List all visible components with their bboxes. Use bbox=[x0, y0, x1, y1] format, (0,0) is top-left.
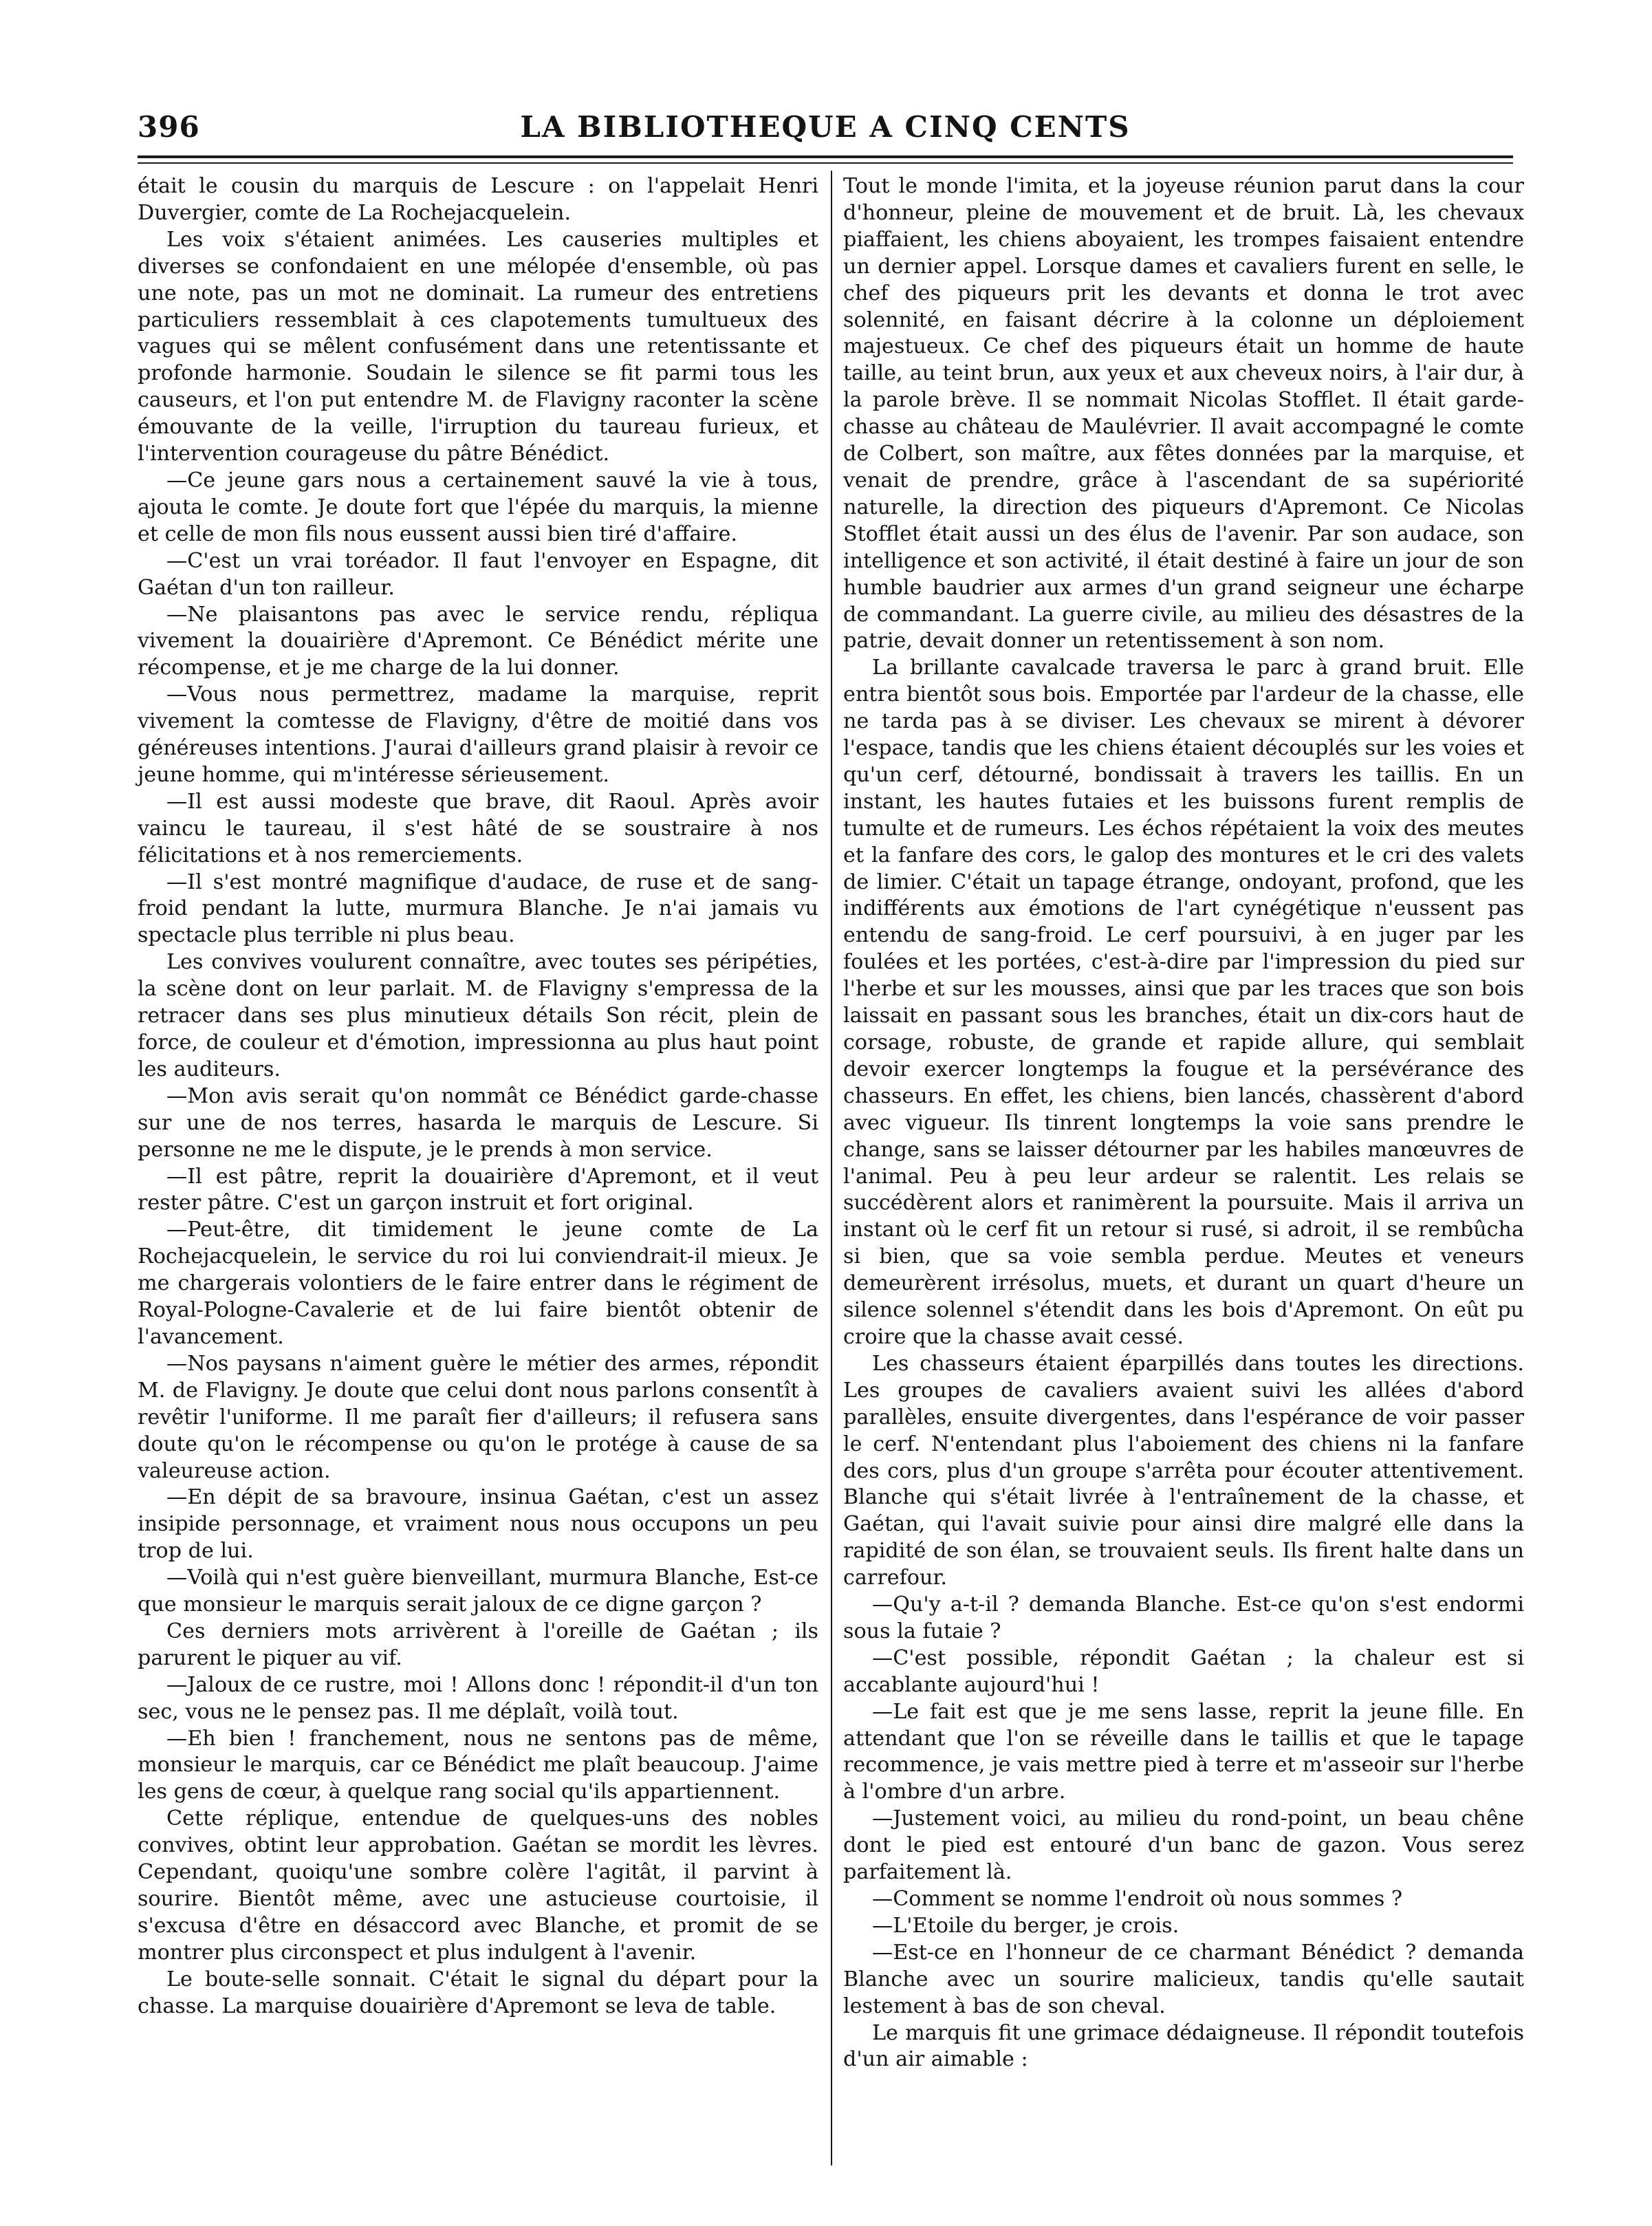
paragraph: Les voix s'étaient animées. Les causeries multiples et diverses se confondaient en une mélopée d'ensemble, où pas une note, pas un mot ne dominait. La rumeur des entretiens particuliers ressemblait à ces clapotements tumultueux des vagues qui se mêlent confusément dans une retentissante et profonde harmonie. Soudain le silence se fit parmi tous les causeurs, et l'on put entendre M. de Flavigny raconter la scène émouvante de la veille, l'irruption du taureau furieux, et l'intervention courageuse du pâtre Bénédict. bbox=[138, 227, 818, 466]
paragraph: Les convives voulurent connaître, avec toutes ses péripéties, la scène dont on leur parlait. M. de Flavigny s'empressa de la retracer dans ses plus minutieux détails Son récit, plein de force, de couleur et d'émotion, impressionna au plus haut point les auditeurs. bbox=[138, 950, 818, 1081]
paragraph: —Est-ce en l'honneur de ce charmant Bénédict ? demanda Blanche avec un sourire malicieux, tandis qu'elle sautait lestement à bas de son cheval. bbox=[843, 1940, 1524, 2018]
paragraph: Le marquis fit une grimace dédaigneuse. Il répondit toutefois d'un air aimable : bbox=[843, 2020, 1524, 2072]
paragraph: —Qu'y a-t-il ? demanda Blanche. Est-ce qu'on s'est endormi sous la futaie ? bbox=[843, 1592, 1524, 1643]
paragraph: —Mon avis serait qu'on nommât ce Bénédict garde-chasse sur une de nos terres, hasarda le marquis de Lescure. Si personne ne me le dispute, je le prends à mon service. bbox=[138, 1083, 818, 1162]
header-rule bbox=[138, 155, 1513, 158]
paragraph: —Peut-être, dit timidement le jeune comte de La Rochejacquelein, le service du roi lui conviendrait-il mieux. Je me chargerais volontiers de le faire entrer dans le régiment de Royal-Pologne-Cavalerie et de lui faire bientôt obtenir de l'avancement. bbox=[138, 1218, 818, 1349]
paragraph: —Ce jeune gars nous a certainement sauvé la vie à tous, ajouta le comte. Je doute fort que l'épée du marquis, la mienne et celle de mon fils nous eussent aussi bien tiré d'affaire. bbox=[138, 468, 818, 546]
left-column bbox=[138, 173, 818, 2020]
paragraph: —Le fait est que je me sens lasse, reprit la jeune fille. En attendant que l'on se réveille dans le taillis et que le tapage recommence, je vais mettre pied à terre et m'asseoir sur l'herbe à l'ombre d'un arbre. bbox=[843, 1699, 1524, 1804]
paragraph: —Il s'est montré magnifique d'audace, de ruse et de sang-froid pendant la lutte, murmura Blanche. Je n'ai jamais vu spectacle plus terrible ni plus beau. bbox=[138, 869, 818, 948]
paragraph: —Il est pâtre, reprit la douairière d'Apremont, et il veut rester pâtre. C'est un garçon instruit et fort original. bbox=[138, 1164, 818, 1215]
paragraph: —L'Etoile du berger, je crois. bbox=[872, 1913, 1180, 1938]
paragraph: —C'est un vrai toréador. Il faut l'envoyer en Espagne, dit Gaétan d'un ton railleur. bbox=[138, 548, 818, 600]
right-column bbox=[843, 173, 1524, 2073]
paragraph: —Justement voici, au milieu du rond-point, un beau chêne dont le pied est entouré d'un banc de gazon. Vous serez parfaitement là. bbox=[843, 1806, 1524, 1885]
paragraph: Ces derniers mots arrivèrent à l'oreille de Gaétan ; ils parurent le piquer au vif. bbox=[138, 1619, 818, 1670]
paragraph: Les chasseurs étaient éparpillés dans toutes les directions. Les groupes de cavaliers avaient suivi les allées d'abord parallèles, ensuite divergentes, dans l'espérance de voir passer le cerf. N'entendant plus l'aboiement des chiens ni la fanfare des cors, plus d'un groupe s'arrêta pour écouter attentivement. Blanche qui s'était livrée à l'entraînement de la chasse, et Gaétan, qui l'avait suivie pour ainsi dire malgré elle dans la rapidité de son élan, se trouvaient seuls. Ils firent halte dans un carrefour. bbox=[843, 1351, 1524, 1590]
paragraph: était le cousin du marquis de Lescure : on l'appelait Henri Duvergier, comte de La Rochejacquelein. bbox=[138, 174, 818, 225]
paragraph: —Eh bien ! franchement, nous ne sentons pas de même, monsieur le marquis, car ce Bénédict me plaît beaucoup. J'aime les gens de cœur, à quelque rang social qu'ils appartiennent. bbox=[138, 1726, 818, 1804]
paragraph: —Vous nous permettrez, madame la marquise, reprit vivement la comtesse de Flavigny, d'être de moitié dans vos généreuses intentions. J'aurai d'ailleurs grand plaisir à revoir ce jeune homme, qui m'intéresse sérieusement. bbox=[138, 682, 818, 787]
paragraph: La brillante cavalcade traversa le parc à grand bruit. Elle entra bientôt sous bois. Emportée par l'ardeur de la chasse, elle ne tarda pas à se diviser. Les chevaux se mirent à dévorer l'espace, tandis que les chiens étaient découplés sur les voies et qu'un cerf, détourné, bondissait à travers les taillis. En un instant, les hautes futaies et les buissons furent remplis de tumulte et de rumeurs. Les échos répétaient la voix des meutes et la fanfare des cors, le galop des montures et le cri des valets de limier. C'était un tapage étrange, ondoyant, profond, que les indifférents aux émotions de l'art cynégétique n'eussent pas entendu de sang-froid. Le cerf poursuivi, à en juger par les foulées et les portées, c'est-à-dire par l'impression du pied sur l'herbe et sur les mousses, ainsi que par les traces que son bois laissait en passant sous les branches, était un dix-cors haut de corsage, robuste, de grande et rapide allure, qui semblait devoir exercer longtemps la fougue et la persévérance des chasseurs. En effet, les chiens, bien lancés, chassèrent d'abord avec vigueur. Ils tinrent longtemps la voie sans prendre le change, sans se laisser détourner par les habiles manœuvres de l'animal. Peu à peu leur ardeur se ralentit. Les relais se succédèrent alors et ranimèrent la poursuite. Mais il arriva un instant où le cerf fit un retour si rusé, si adroit, il se rembûcha si bien, que sa voie sembla perdue. Meutes et veneurs demeurèrent irrésolus, muets, et durant un quart d'heure un silence solennel s'étendit dans les bois d'Apremont. On eût pu croire que la chasse avait cessé. bbox=[843, 656, 1524, 1349]
header-rule-thin bbox=[138, 162, 1513, 164]
paragraph: Cette réplique, entendue de quelques-uns des nobles convives, obtint leur approbation. Gaétan se mordit les lèvres. Cependant, quoiqu'une sombre colère l'agitât, il parvint à sourire. Bientôt même, avec une astucieuse courtoisie, il s'excusa d'être en désaccord avec Blanche, et promit de se montrer plus circonspect et plus indulgent à l'avenir. bbox=[138, 1806, 818, 1965]
paragraph: —En dépit de sa bravoure, insinua Gaétan, c'est un assez insipide personnage, et vraiment nous nous occupons un peu trop de lui. bbox=[138, 1485, 818, 1564]
paragraph: Tout le monde l'imita, et la joyeuse réunion parut dans la cour d'honneur, pleine de mouvement et de bruit. Là, les chevaux piaffaient, les chiens aboyaient, les trompes faisaient entendre un dernier appel. Lorsque dames et cavaliers furent en selle, le chef des piqueurs prit les devants et donna le trot avec solennité, en faisant décrire à la colonne un déploiement majestueux. Ce chef des piqueurs était un homme de haute taille, au teint brun, aux yeux et aux cheveux noirs, à l'air dur, à la parole brève. Il se nommait Nicolas Stofflet. Il était garde-chasse au château de Maulévrier. Il avait accompagné le comte de Colbert, son maître, aux fêtes données par la marquise, et venait de prendre, grâce à l'ascendant de sa supériorité naturelle, la direction des piqueurs d'Apremont. Ce Nicolas Stofflet était aussi un des élus de l'avenir. Par son audace, son intelligence et son activité, il était destiné à faire un jour de son humble baudrier aux armes d'un grand seigneur une écharpe de commandant. La guerre civile, au milieu des désastres de la patrie, devait donner un retentissement à son nom. bbox=[843, 174, 1524, 653]
paragraph: —Nos paysans n'aiment guère le métier des armes, répondit M. de Flavigny. Je doute que celui dont nous parlons consentît à revêtir l'uniforme. Il me paraît fier d'ailleurs; il refusera sans doute qu'on le récompense ou qu'on le protége à cause de sa valeureuse action. bbox=[138, 1351, 818, 1483]
paragraph: —Il est aussi modeste que brave, dit Raoul. Après avoir vaincu le taureau, il s'est hâté de se soustraire à nos félicitations et à nos remerciements. bbox=[138, 789, 818, 867]
page-header bbox=[138, 110, 1513, 151]
paragraph: —Jaloux de ce rustre, moi ! Allons donc ! répondit-il d'un ton sec, vous ne le pensez pas. Il me déplaît, voilà tout. bbox=[138, 1672, 818, 1724]
page-number: 396 bbox=[138, 110, 200, 144]
running-title: LA BIBLIOTHEQUE A CINQ CENTS bbox=[520, 110, 1131, 144]
paragraph: —Voilà qui n'est guère bienveillant, murmura Blanche, Est-ce que monsieur le marquis serait jaloux de ce digne garçon ? bbox=[138, 1566, 818, 1617]
column-divider bbox=[831, 171, 832, 2165]
paragraph: Le boute-selle sonnait. C'était le signal du départ pour la chasse. La marquise douairière d'Apremont se leva de table. bbox=[138, 1967, 818, 2018]
paragraph: —C'est possible, répondit Gaétan ; la chaleur est si accablante aujourd'hui ! bbox=[843, 1645, 1524, 1697]
paragraph: —Ne plaisantons pas avec le service rendu, répliqua vivement la douairière d'Apremont. Ce Bénédict mérite une récompense, et je me charge de la lui donner. bbox=[138, 602, 818, 680]
paragraph: —Comment se nomme l'endroit où nous sommes ? bbox=[872, 1887, 1403, 1911]
